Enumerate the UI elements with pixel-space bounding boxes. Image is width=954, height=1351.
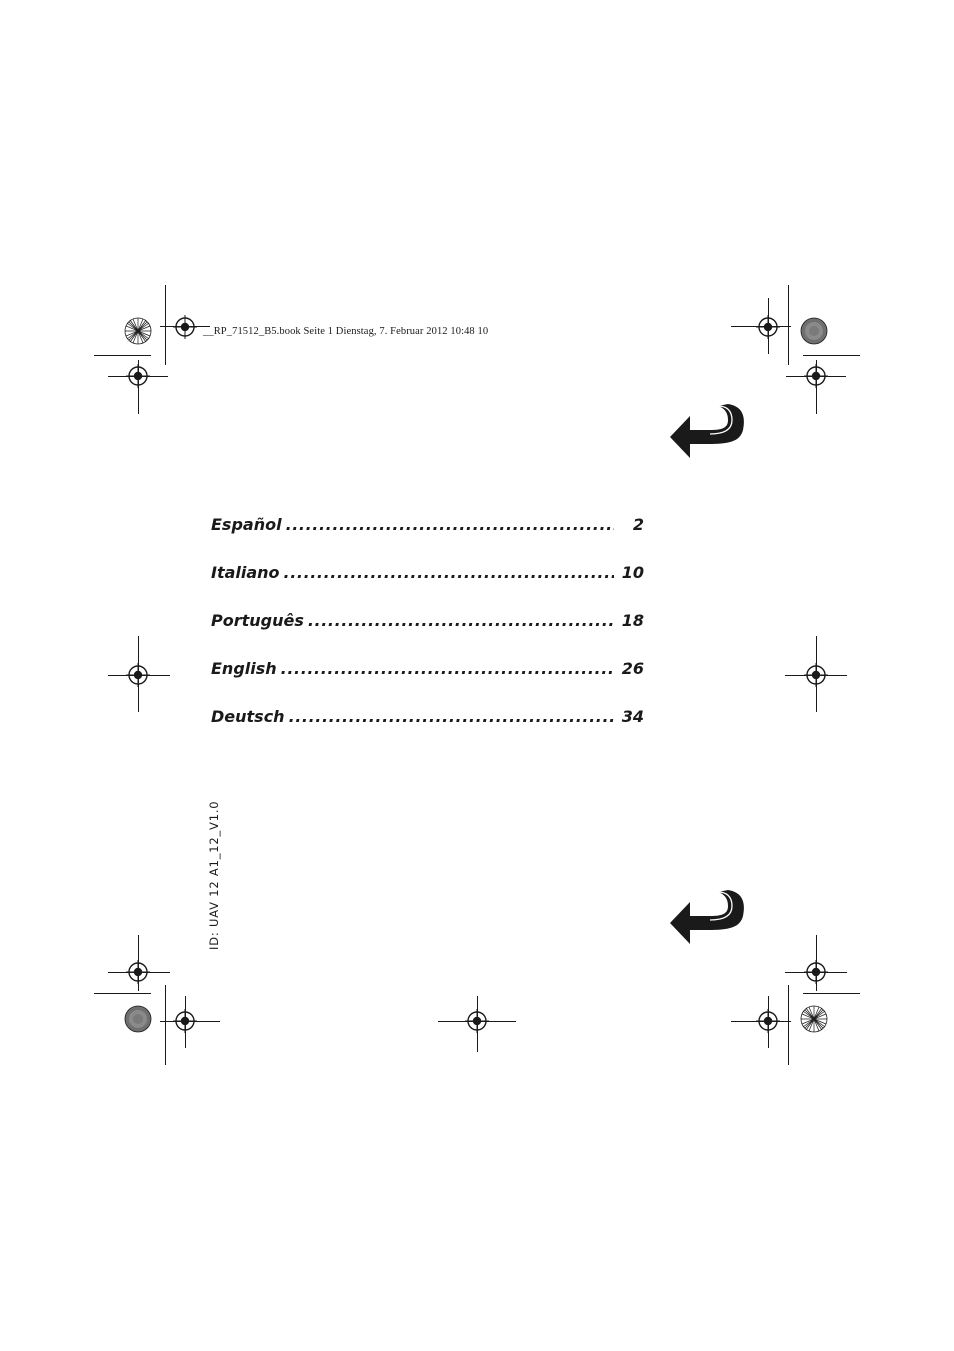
starburst-wheel-icon <box>124 1005 152 1033</box>
crop-line <box>788 985 789 1065</box>
crop-line <box>94 355 151 356</box>
crosshair-registration-icon <box>756 315 780 339</box>
crosshair-registration-icon <box>173 315 197 339</box>
curved-arrow-left-icon <box>668 400 748 462</box>
toc-entry-page: 10 <box>621 563 644 582</box>
starburst-wheel-icon <box>800 317 828 345</box>
document-id: ID: UAV 12 A1_12_V1.0 <box>207 800 221 950</box>
toc-entry-page: 18 <box>621 611 644 630</box>
toc-entry-page: 34 <box>621 707 644 726</box>
crop-line <box>165 985 166 1065</box>
toc-entry-label: Deutsch <box>211 707 285 726</box>
toc-entry-label: English <box>211 659 277 678</box>
toc-entry-english[interactable] <box>211 659 644 707</box>
crosshair-registration-icon <box>804 364 828 388</box>
starburst-wheel-icon <box>800 1005 828 1033</box>
toc-leader-dots <box>281 659 614 678</box>
crosshair-registration-icon <box>126 663 150 687</box>
toc-entry-page: 2 <box>632 515 644 534</box>
crosshair-registration-icon <box>173 1009 197 1033</box>
crosshair-registration-icon <box>465 1009 489 1033</box>
crop-line <box>94 993 151 994</box>
crosshair-registration-icon <box>804 960 828 984</box>
crosshair-registration-icon <box>126 960 150 984</box>
toc-entry-deutsch[interactable] <box>211 707 644 755</box>
file-info-line: __RP_71512_B5.book Seite 1 Dienstag, 7. Februar 2012 10:48 10 <box>203 326 489 337</box>
toc-entry-label: Español <box>211 515 282 534</box>
toc-leader-dots <box>284 563 614 582</box>
toc-entry-portugues[interactable] <box>211 611 644 659</box>
toc-entry-page: 26 <box>621 659 644 678</box>
crop-line <box>165 285 166 365</box>
curved-arrow-left-icon <box>668 886 748 948</box>
starburst-wheel-icon <box>124 317 152 345</box>
crosshair-registration-icon <box>804 663 828 687</box>
table-of-contents <box>211 515 644 755</box>
crop-line <box>788 285 789 365</box>
crop-line <box>803 993 860 994</box>
toc-leader-dots <box>308 611 614 630</box>
toc-entry-label: Italiano <box>211 563 280 582</box>
crop-line <box>803 355 860 356</box>
toc-leader-dots <box>289 707 614 726</box>
crosshair-registration-icon <box>756 1009 780 1033</box>
crosshair-registration-icon <box>126 364 150 388</box>
toc-entry-italiano[interactable] <box>211 563 644 611</box>
toc-entry-label: Português <box>211 611 304 630</box>
toc-entry-espanol[interactable] <box>211 515 644 563</box>
toc-leader-dots <box>286 515 614 534</box>
